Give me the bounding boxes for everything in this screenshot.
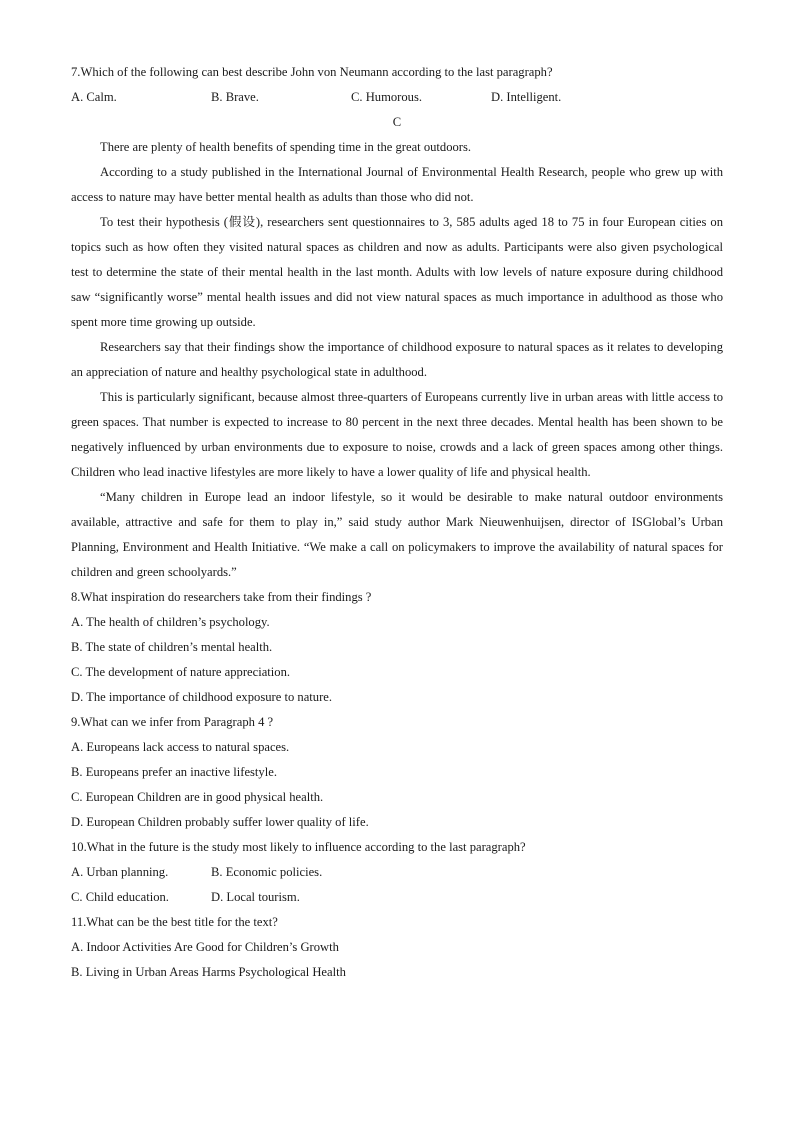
q10-option-b: B. Economic policies. [211, 865, 323, 879]
passage-paragraph-5: This is particularly significant, because almost three-quarters of Europeans currently live in urban areas with little access to green spaces. That number is expected to increase to 80 percent in the next three decades. Mental health has been shown to be negatively influenced by urban environments due to exposure to noise, crowds and a lack of green spaces among other things. Children who lead inactive lifestyles are more likely to have a lower quality of life and physical health. [71, 390, 723, 479]
section-label: C [392, 115, 402, 129]
q10-option-a: A. Urban planning. [71, 865, 169, 879]
q9-option-d: D. European Children probably suffer lower quality of life. [71, 815, 369, 829]
q10-option-c: C. Child education. [71, 890, 169, 904]
passage-paragraph-4: Researchers say that their findings show the importance of childhood exposure to natural spaces as it relates to developing an appreciation of nature and healthy psychological state in adulthood. [71, 340, 723, 379]
q9-option-c: C. European Children are in good physical health. [71, 790, 324, 804]
q11-option-a: A. Indoor Activities Are Good for Children’s Growth [71, 940, 339, 954]
q7-option-b: B. Brave. [211, 90, 259, 104]
passage-paragraph-2: According to a study published in the International Journal of Environmental Health Research, people who grew up with access to nature may have better mental health as adults than those who did not. [71, 165, 723, 204]
passage-paragraph-3: To test their hypothesis (假设), researchers sent questionnaires to 3, 585 adults aged 18 to 75 in four European cities on topics such as how often they visited natural spaces as children and now as adults. Participants were also given psychological test to determine the state of their mental health in the last month. Adults with low levels of nature exposure during childhood saw “significantly worse” mental health issues and did not view natural spaces as much importance in adulthood as those who spent more time growing up outside. [71, 215, 723, 329]
exam-page [71, 60, 723, 985]
q7-option-a: A. Calm. [71, 90, 117, 104]
q9-question: 9.What can we infer from Paragraph 4 ? [71, 715, 274, 729]
q7-question: 7.Which of the following can best describe John von Neumann according to the last paragraph? [71, 65, 553, 79]
passage-paragraph-1: There are plenty of health benefits of spending time in the great outdoors. [100, 140, 472, 154]
q8-option-b: B. The state of children’s mental health. [71, 640, 273, 654]
q10-question: 10.What in the future is the study most likely to influence according to the last paragraph? [71, 840, 526, 854]
q7-options [71, 85, 723, 110]
q11-question: 11.What can be the best title for the text? [71, 915, 278, 929]
q8-option-d: D. The importance of childhood exposure to nature. [71, 690, 333, 704]
q9-option-b: B. Europeans prefer an inactive lifestyle. [71, 765, 277, 779]
q8-question: 8.What inspiration do researchers take from their findings ? [71, 590, 372, 604]
q11-option-b: B. Living in Urban Areas Harms Psychological Health [71, 965, 346, 979]
passage-paragraph-6: “Many children in Europe lead an indoor lifestyle, so it would be desirable to make natural outdoor environments available, attractive and safe for them to play in,” said study author Mark Nieuwenhuijsen, director of ISGlobal’s Urban Planning, Environment and Health Initiative. “We make a call on policymakers to improve the availability of natural spaces for children and green schoolyards.” [71, 490, 723, 579]
q7-option-d: D. Intelligent. [491, 90, 562, 104]
q10-options-row-1 [71, 860, 723, 885]
q7-option-c: C. Humorous. [351, 90, 423, 104]
q8-option-a: A. The health of children’s psychology. [71, 615, 270, 629]
q10-option-d: D. Local tourism. [211, 890, 300, 904]
q10-options-row-2 [71, 885, 723, 910]
q8-option-c: C. The development of nature appreciation. [71, 665, 291, 679]
q9-option-a: A. Europeans lack access to natural spaces. [71, 740, 290, 754]
